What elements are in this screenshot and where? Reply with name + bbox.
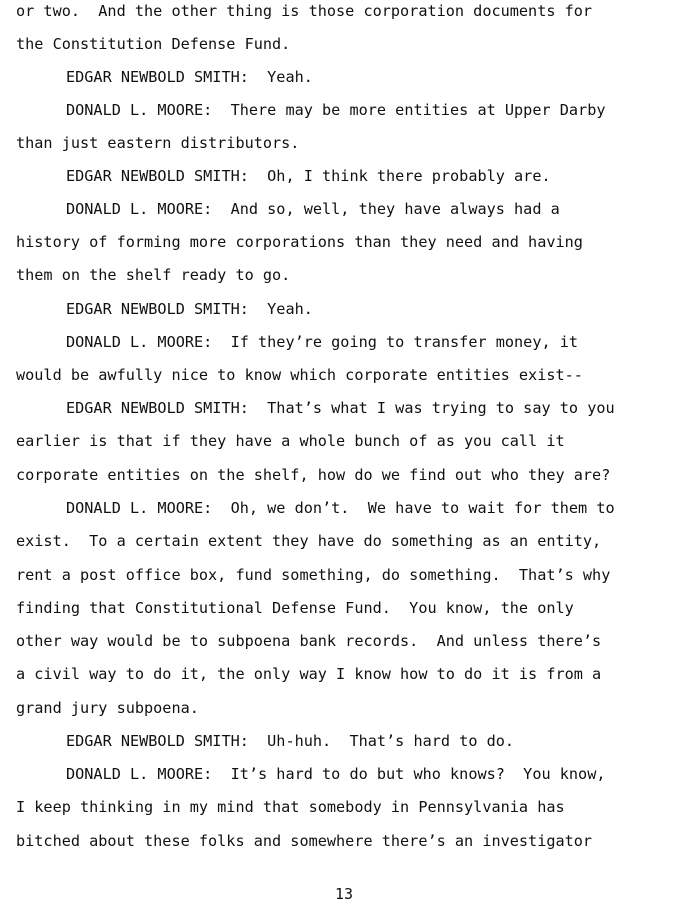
transcript-line: grand jury subpoena. <box>16 699 199 717</box>
transcript-line: or two. And the other thing is those corporation documents for <box>16 2 593 20</box>
transcript-line: I keep thinking in my mind that somebody in Pennsylvania has <box>16 798 565 816</box>
transcript-line: history of forming more corporations than they need and having <box>16 233 583 251</box>
speaker-line: EDGAR NEWBOLD SMITH: Oh, I think there probably are. <box>66 167 551 185</box>
transcript-line: exist. To a certain extent they have do something as an entity, <box>16 532 602 550</box>
transcript-line: a civil way to do it, the only way I know how to do it is from a <box>16 665 602 683</box>
speaker-line: DONALD L. MOORE: And so, well, they have always had a <box>66 200 560 218</box>
transcript-line: finding that Constitutional Defense Fund. You know, the only <box>16 599 574 617</box>
speaker-line: DONALD L. MOORE: It’s hard to do but who knows? You know, <box>66 765 606 783</box>
transcript-line: other way would be to subpoena bank records. And unless there’s <box>16 632 602 650</box>
speaker-line: DONALD L. MOORE: Oh, we don’t. We have to wait for them to <box>66 499 615 517</box>
transcript-line: than just eastern distributors. <box>16 134 300 152</box>
speaker-line: EDGAR NEWBOLD SMITH: That’s what I was trying to say to you <box>66 399 615 417</box>
page-number: 13 <box>334 885 354 903</box>
transcript-line: them on the shelf ready to go. <box>16 266 291 284</box>
transcript-line: bitched about these folks and somewhere there’s an investigator <box>16 832 593 850</box>
transcript-line: rent a post office box, fund something, do something. That’s why <box>16 566 611 584</box>
speaker-line: EDGAR NEWBOLD SMITH: Uh-huh. That’s hard to do. <box>66 732 515 750</box>
transcript-line: corporate entities on the shelf, how do we find out who they are? <box>16 466 611 484</box>
transcript-line: earlier is that if they have a whole bunch of as you call it <box>16 432 565 450</box>
transcript-line: would be awfully nice to know which corporate entities exist-- <box>16 366 583 384</box>
speaker-line: DONALD L. MOORE: If they’re going to transfer money, it <box>66 333 579 351</box>
transcript-line: the Constitution Defense Fund. <box>16 35 291 53</box>
speaker-line: DONALD L. MOORE: There may be more entities at Upper Darby <box>66 101 606 119</box>
speaker-line: EDGAR NEWBOLD SMITH: Yeah. <box>66 300 313 318</box>
speaker-line: EDGAR NEWBOLD SMITH: Yeah. <box>66 68 313 86</box>
